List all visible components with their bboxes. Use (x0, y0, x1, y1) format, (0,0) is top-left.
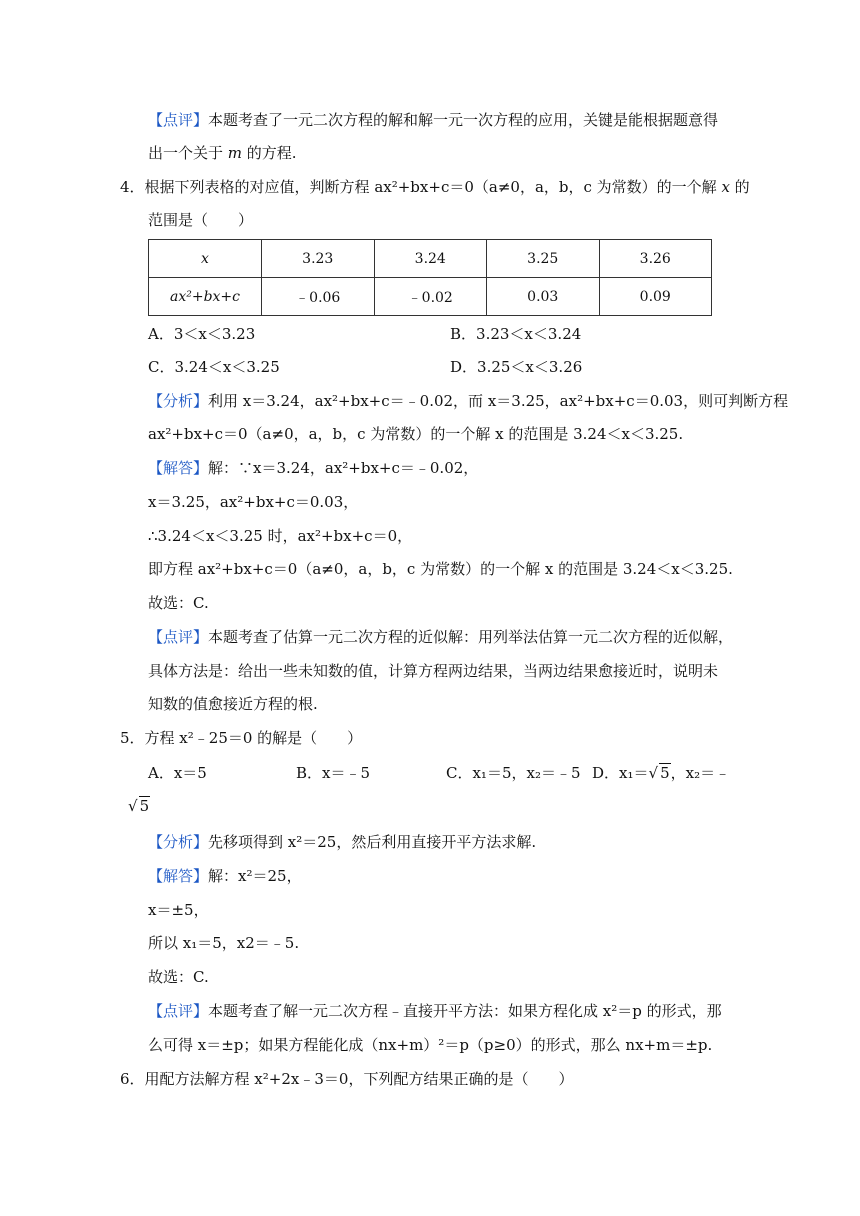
comment-tag: 【点评】 (148, 111, 209, 129)
answer-line: 即方程 ax²+bx+c＝0（a≠0，a，b，c 为常数）的一个解 x 的范围是 3.24＜x＜3.25. (148, 560, 733, 578)
question-4-stem-line2: 范围是（ ） (148, 211, 254, 229)
option-c: C．3.24＜x＜3.25 (148, 358, 280, 376)
analysis-line: ax²+bx+c＝0（a≠0，a，b，c 为常数）的一个解 x 的范围是 3.24＜x＜3.25. (148, 425, 684, 443)
option-a: A．3＜x＜3.23 (148, 325, 256, 343)
comment-line (148, 143, 297, 163)
answer-line: 故选：C. (148, 594, 209, 612)
comment-text: 本题考查了一元二次方程的解和解一元一次方程的应用，关键是能根据题意得 (208, 111, 719, 129)
option-d (592, 763, 730, 783)
sqrt-symbol: √ 5 (128, 797, 150, 815)
answer-line: 故选：C. (148, 968, 209, 986)
comment-line (148, 627, 733, 647)
question-4-stem (120, 177, 750, 197)
option-a: A．x＝5 (148, 764, 207, 782)
stem-text: 的 (729, 178, 750, 196)
option-d-continued (128, 796, 150, 816)
comment-text: 出一个关于 (148, 144, 228, 162)
comment-line (148, 1001, 722, 1021)
table-row-label: x (149, 240, 262, 278)
option-text: ，x₂＝﹣ (670, 764, 731, 782)
table-row (149, 278, 712, 316)
table-cell: ﹣0.06 (262, 278, 375, 316)
analysis-text: 利用 x＝3.24，ax²+bx+c＝﹣0.02，而 x＝3.25，ax²+bx+c＝0.03，则可判断方程 (208, 392, 789, 410)
answer-line: ∴3.24＜x＜3.25 时，ax²+bx+c＝0， (148, 527, 413, 545)
comment-line: 具体方法是：给出一些未知数的值，计算方程两边结果，当两边结果愈接近时，说明未 (148, 662, 719, 680)
stem-text: （a≠0，a，b，c 为常数）的一个解 (473, 178, 722, 196)
comment-text: 本题考查了估算一元二次方程的近似解：用列举法估算一元二次方程的近似解， (208, 628, 734, 646)
table-row (149, 240, 712, 278)
analysis-text: 先移项得到 x²＝25，然后利用直接开平方法求解. (208, 833, 537, 851)
option-c: C．x₁＝5，x₂＝﹣5 (446, 764, 581, 782)
radicand: 5 (139, 797, 150, 815)
question-5-stem: 5．方程 x²﹣25＝0 的解是（ ） (120, 729, 363, 747)
radicand: 5 (660, 764, 670, 782)
answer-tag: 【解答】 (148, 459, 209, 477)
sqrt-symbol: √ 5 (648, 764, 670, 782)
answer-text: 解：x²＝25， (208, 867, 302, 885)
math-variable: x (721, 178, 730, 196)
table-cell: ﹣0.02 (374, 278, 487, 316)
question-number: 4． (120, 178, 145, 196)
table-cell: 3.25 (487, 240, 600, 278)
answer-line (148, 866, 302, 886)
answer-tag: 【解答】 (148, 867, 209, 885)
table-cell: 3.26 (599, 240, 712, 278)
comment-tag: 【点评】 (148, 628, 209, 646)
comment-line: 知数的值愈接近方程的根. (148, 695, 318, 713)
table-row-label: ax²+bx+c (149, 278, 262, 316)
option-text: D．x₁＝ (592, 764, 649, 782)
analysis-line (148, 832, 536, 852)
analysis-line (148, 391, 788, 411)
analysis-tag: 【分析】 (148, 392, 209, 410)
table-cell: 3.23 (262, 240, 375, 278)
comment-text: 的方程. (242, 144, 297, 162)
option-b: B．3.23＜x＜3.24 (450, 325, 582, 343)
equation: ax²+bx+c＝0 (374, 178, 474, 196)
comment-line: 么可得 x＝±p；如果方程能化成（nx+m）²＝p（p≥0）的形式，那么 nx+m＝±p. (148, 1036, 713, 1054)
table-cell: 0.09 (599, 278, 712, 316)
option-d: D．3.25＜x＜3.26 (450, 358, 583, 376)
answer-line: x＝3.25，ax²+bx+c＝0.03， (148, 493, 359, 511)
answer-line: x＝±5， (148, 901, 209, 919)
value-table (148, 239, 712, 316)
comment-line (148, 110, 718, 130)
stem-text: 根据下列表格的对应值，判断方程 (144, 178, 375, 196)
comment-text: 本题考查了解一元二次方程﹣直接开平方法：如果方程化成 x²＝p 的形式，那 (208, 1002, 722, 1020)
option-b: B．x＝﹣5 (296, 764, 371, 782)
comment-tag: 【点评】 (148, 1002, 209, 1020)
answer-line: 所以 x₁＝5，x2＝﹣5. (148, 934, 300, 952)
question-6-stem: 6．用配方法解方程 x²+2x﹣3＝0，下列配方结果正确的是（ ） (120, 1070, 574, 1088)
answer-line (148, 458, 478, 478)
math-variable: m (227, 144, 243, 162)
table-cell: 0.03 (487, 278, 600, 316)
answer-text: 解：∵x＝3.24，ax²+bx+c＝﹣0.02， (208, 459, 479, 477)
analysis-tag: 【分析】 (148, 833, 209, 851)
table-cell: 3.24 (374, 240, 487, 278)
